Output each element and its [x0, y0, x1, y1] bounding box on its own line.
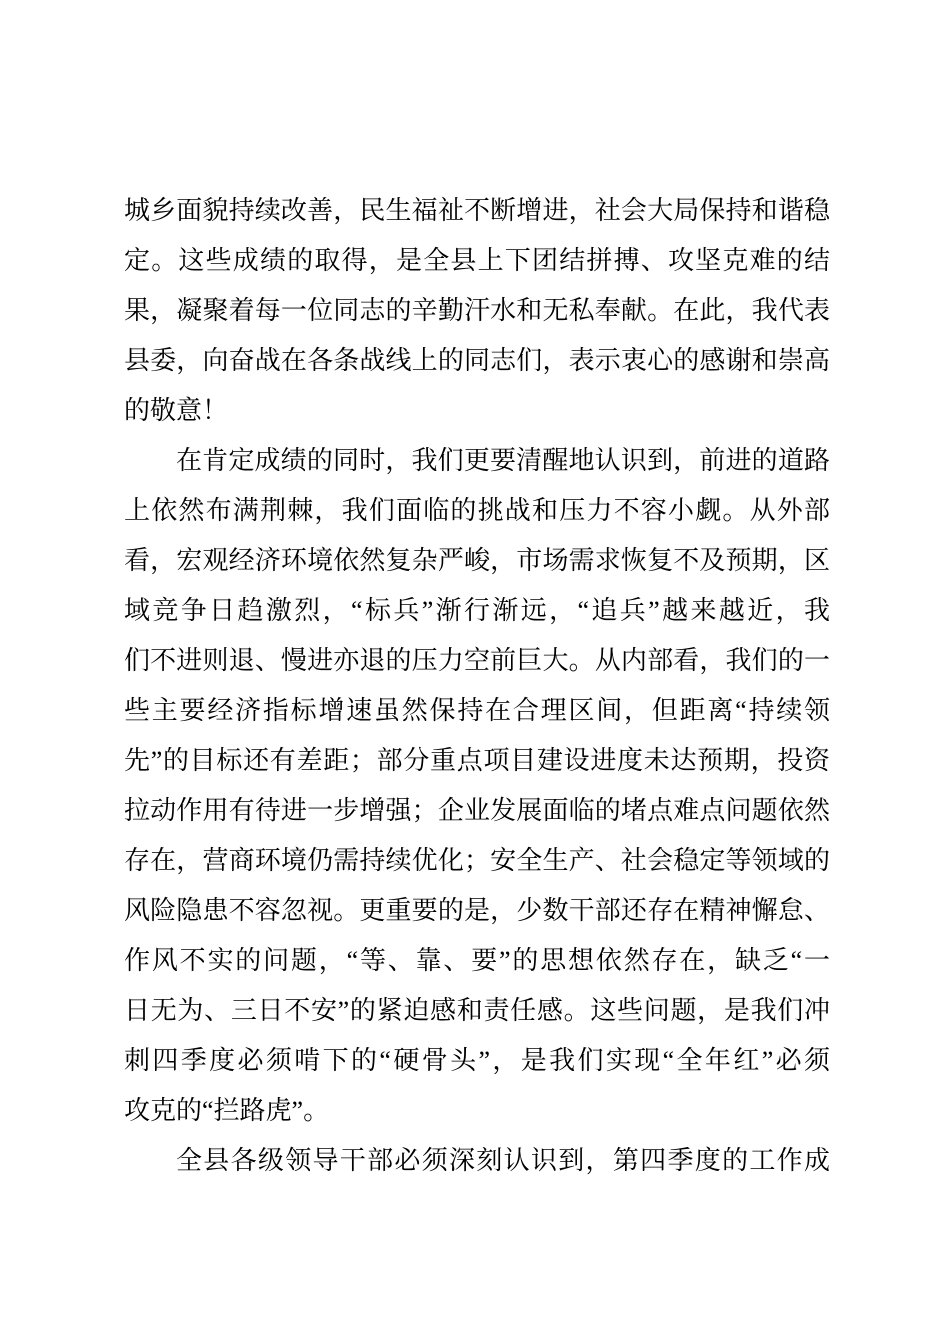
text-line: 城乡面貌持续改善，民生福祉不断增进，社会大局保持和谐稳	[124, 196, 830, 225]
text-line: 果，凝聚着每一位同志的辛勤汗水和无私奉献。在此，我代表	[124, 296, 830, 325]
text-line: 作风不实的问题，“等、靠、要”的思想依然存在，缺乏“一	[124, 946, 830, 975]
paragraph	[124, 1136, 830, 1186]
text-line: 些主要经济指标增速虽然保持在合理区间，但距离“持续领	[124, 696, 830, 725]
document-body	[124, 186, 830, 1186]
text-line: 们不进则退、慢进亦退的压力空前巨大。从内部看，我们的一	[124, 646, 830, 675]
paragraph	[124, 436, 830, 1136]
text-line: 的敬意！	[124, 396, 229, 425]
text-line: 先”的目标还有差距；部分重点项目建设进度未达预期，投资	[124, 746, 830, 775]
text-line: 存在，营商环境仍需持续优化；安全生产、社会稳定等领域的	[124, 846, 830, 875]
text-line: 风险隐患不容忽视。更重要的是，少数干部还存在精神懈怠、	[124, 896, 830, 925]
text-line: 拉动作用有待进一步增强；企业发展面临的堵点难点问题依然	[124, 796, 830, 825]
text-line: 攻克的“拦路虎”。	[124, 1096, 330, 1125]
text-line: 在肯定成绩的同时，我们更要清醒地认识到，前进的道路	[176, 446, 830, 475]
text-line: 定。这些成绩的取得，是全县上下团结拼搏、攻坚克难的结	[124, 246, 830, 275]
text-line: 县委，向奋战在各条战线上的同志们，表示衷心的感谢和崇高	[124, 346, 830, 375]
text-line: 刺四季度必须啃下的“硬骨头”，是我们实现“全年红”必须	[124, 1046, 830, 1075]
text-line: 看，宏观经济环境依然复杂严峻，市场需求恢复不及预期，区	[124, 546, 830, 575]
text-line: 全县各级领导干部必须深刻认识到，第四季度的工作成	[176, 1146, 830, 1175]
paragraph	[124, 186, 830, 436]
text-line: 上依然布满荆棘，我们面临的挑战和压力不容小觑。从外部	[124, 496, 830, 525]
text-line: 域竞争日趋激烈，“标兵”渐行渐远，“追兵”越来越近，我	[124, 596, 830, 625]
text-line: 日无为、三日不安”的紧迫感和责任感。这些问题，是我们冲	[124, 996, 830, 1025]
